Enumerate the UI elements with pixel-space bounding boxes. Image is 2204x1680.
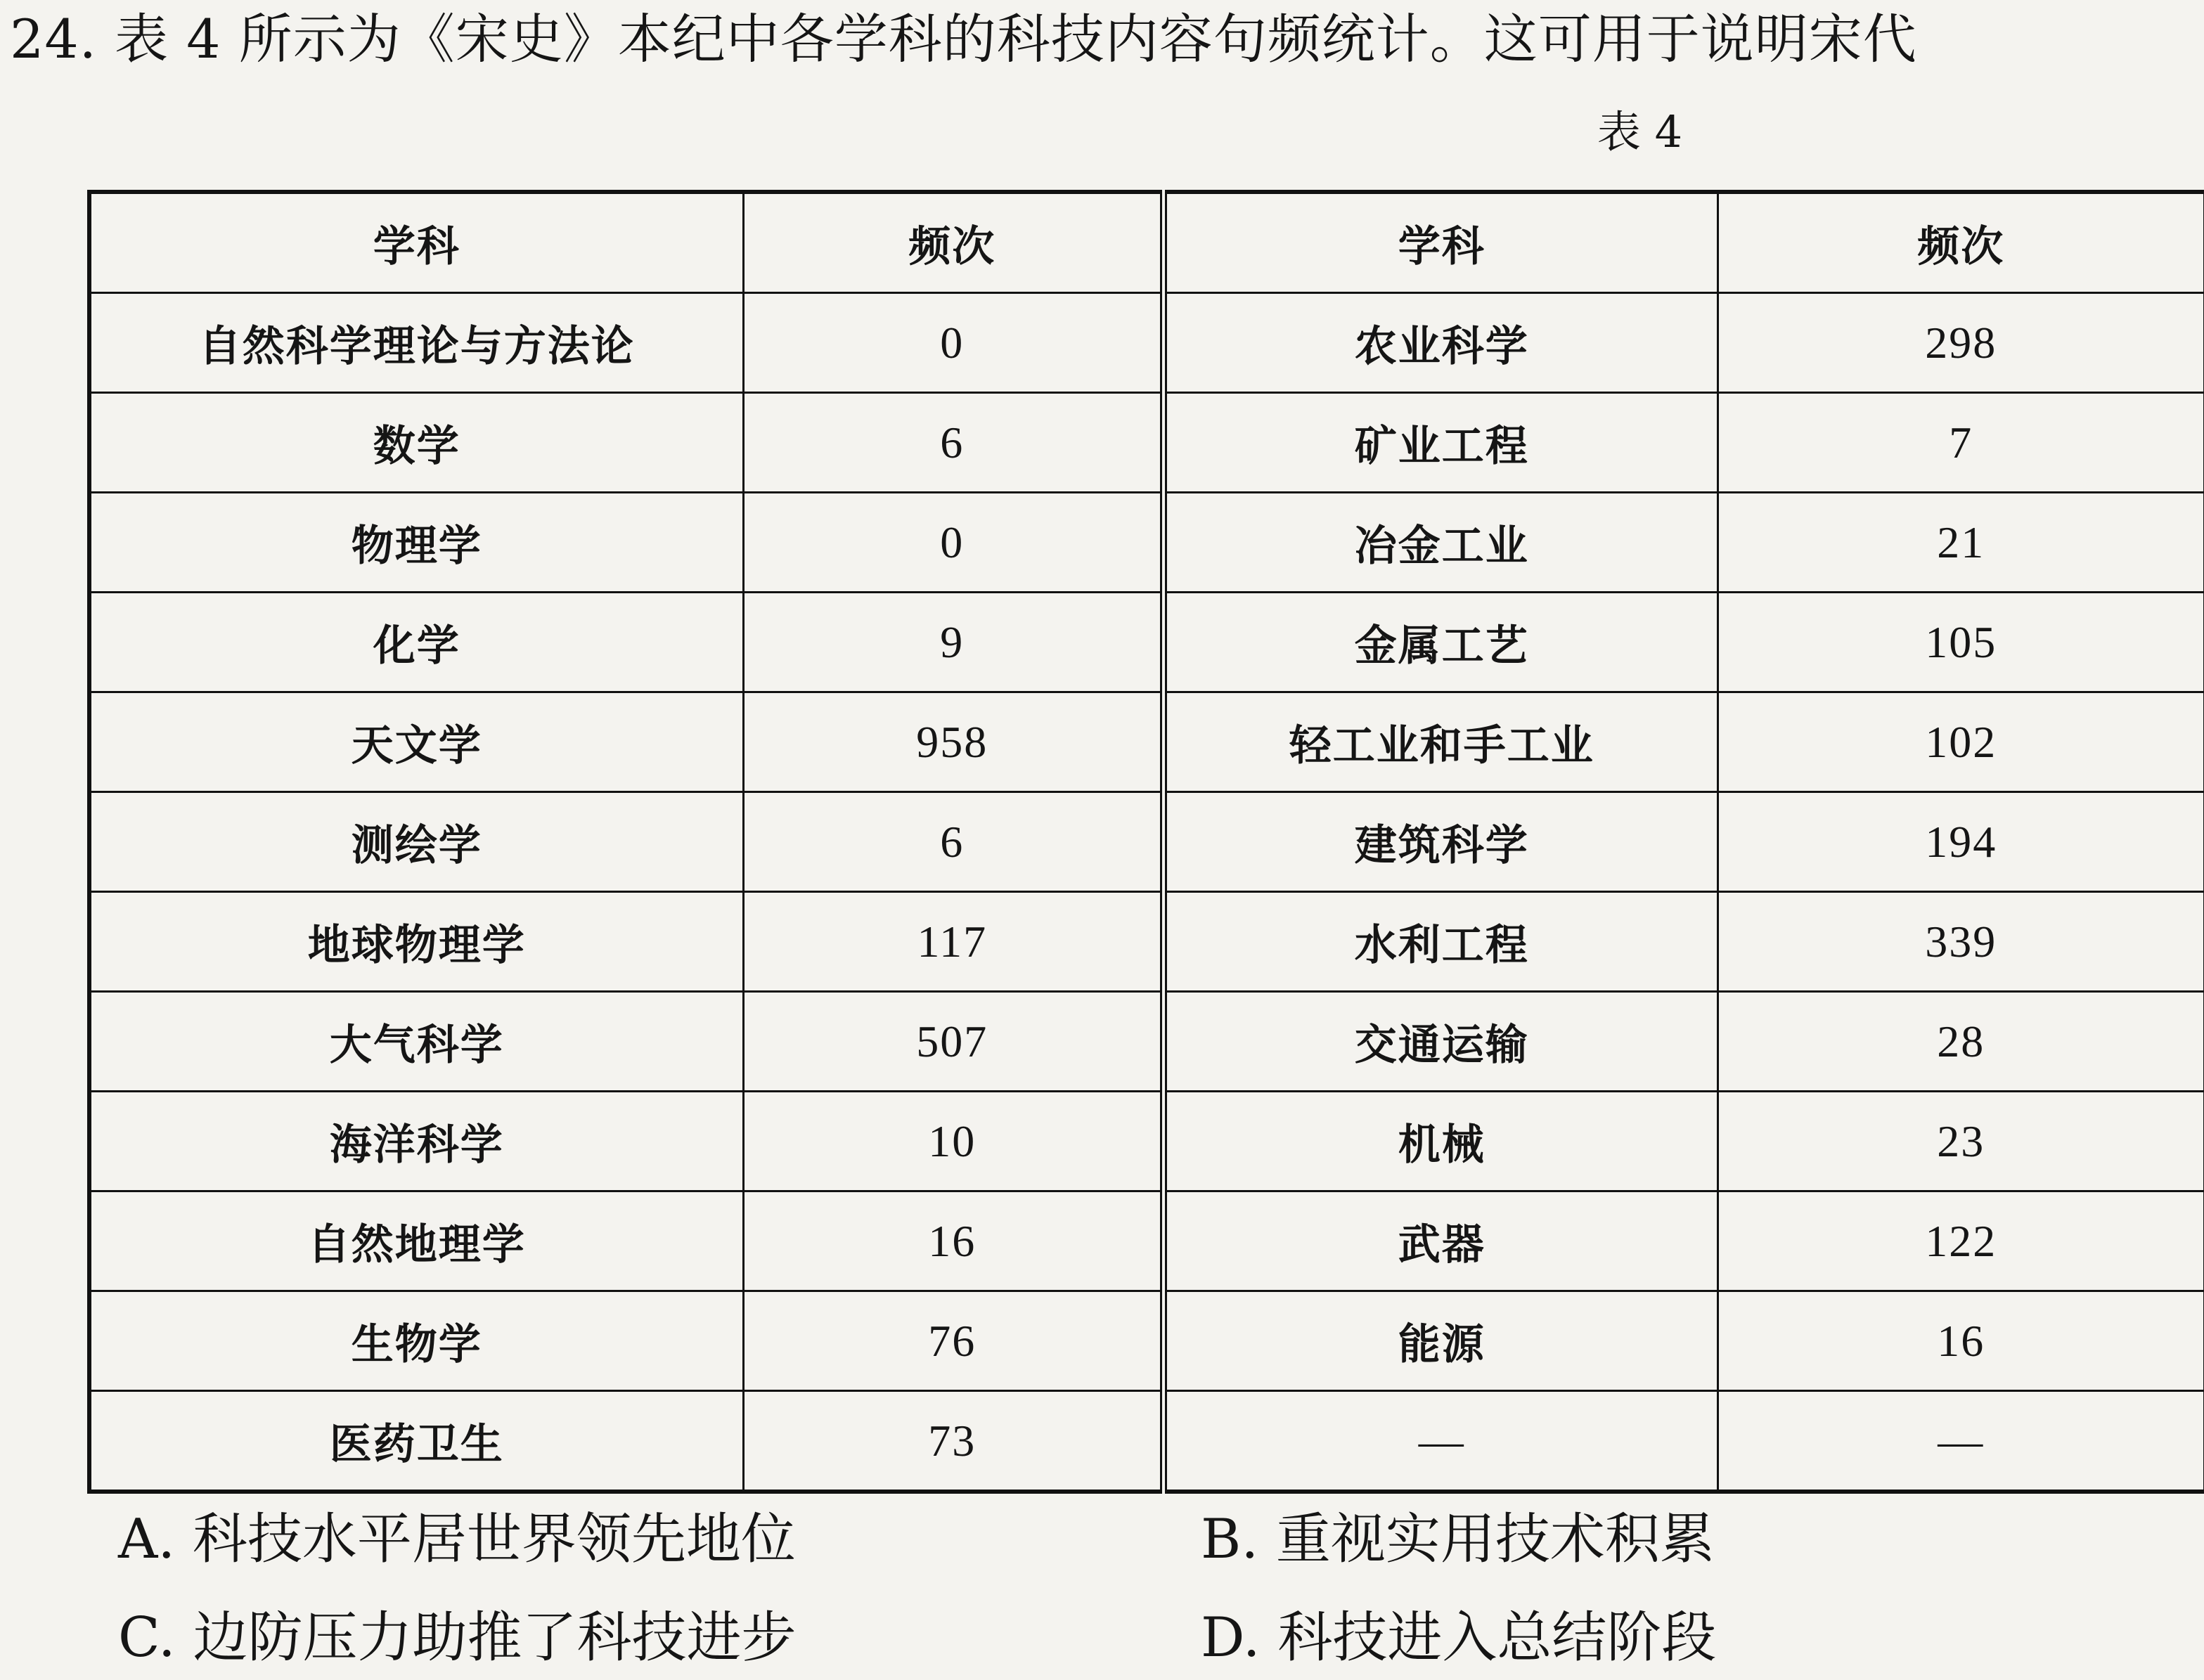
cell-frequency-right: 16 <box>1718 1291 2204 1391</box>
cell-subject-left: 数学 <box>89 393 743 493</box>
header-subject-right: 学科 <box>1164 192 1718 293</box>
table-row <box>89 293 2204 393</box>
frequency-table-container <box>87 190 2203 1471</box>
cell-subject-right: 武器 <box>1164 1191 1718 1291</box>
cell-frequency-left: 16 <box>743 1191 1164 1291</box>
cell-subject-left: 天文学 <box>89 692 743 792</box>
cell-frequency-left: 10 <box>743 1092 1164 1191</box>
header-frequency-right: 频次 <box>1718 192 2204 293</box>
cell-frequency-right: 122 <box>1718 1191 2204 1291</box>
table-row <box>89 593 2204 692</box>
table-row <box>89 792 2204 892</box>
cell-subject-right: 交通运输 <box>1164 992 1718 1092</box>
cell-frequency-left: 507 <box>743 992 1164 1092</box>
cell-frequency-right: 339 <box>1718 892 2204 992</box>
cell-subject-right: 建筑科学 <box>1164 792 1718 892</box>
table-row <box>89 892 2204 992</box>
table-row <box>89 692 2204 792</box>
cell-frequency-right: 21 <box>1718 493 2204 593</box>
cell-frequency-right: 28 <box>1718 992 2204 1092</box>
cell-frequency-right: 194 <box>1718 792 2204 892</box>
table-row <box>89 393 2204 493</box>
cell-subject-left: 生物学 <box>89 1291 743 1391</box>
cell-frequency-left: 958 <box>743 692 1164 792</box>
cell-subject-right: — <box>1164 1391 1718 1492</box>
cell-frequency-left: 0 <box>743 493 1164 593</box>
cell-frequency-left: 6 <box>743 393 1164 493</box>
table-row <box>89 992 2204 1092</box>
cell-frequency-right: 23 <box>1718 1092 2204 1191</box>
cell-subject-left: 化学 <box>89 593 743 692</box>
cell-frequency-left: 76 <box>743 1291 1164 1391</box>
cell-frequency-right: 105 <box>1718 593 2204 692</box>
option-b[interactable]: B. 重视实用技术积累 <box>1201 1508 1715 1571</box>
table-body <box>89 293 2204 1492</box>
frequency-table <box>87 190 2204 1494</box>
cell-frequency-right: — <box>1718 1391 2204 1492</box>
cell-frequency-left: 117 <box>743 892 1164 992</box>
cell-subject-left: 大气科学 <box>89 992 743 1092</box>
table-row <box>89 1092 2204 1191</box>
cell-subject-left: 自然科学理论与方法论 <box>89 293 743 393</box>
option-d[interactable]: D. 科技进入总结阶段 <box>1201 1606 1717 1669</box>
cell-subject-left: 海洋科学 <box>89 1092 743 1191</box>
cell-frequency-right: 298 <box>1718 293 2204 393</box>
table-row <box>89 1391 2204 1492</box>
cell-subject-left: 物理学 <box>89 493 743 593</box>
cell-subject-right: 能源 <box>1164 1291 1718 1391</box>
table-row <box>89 1291 2204 1391</box>
cell-subject-left: 地球物理学 <box>89 892 743 992</box>
table-header-row <box>89 192 2204 293</box>
table-row <box>89 1191 2204 1291</box>
cell-frequency-left: 9 <box>743 593 1164 692</box>
cell-frequency-left: 0 <box>743 293 1164 393</box>
table-caption <box>0 104 2204 160</box>
option-a[interactable]: A. 科技水平居世界领先地位 <box>118 1508 796 1571</box>
cell-frequency-left: 73 <box>743 1391 1164 1492</box>
table-row <box>89 493 2204 593</box>
cell-subject-right: 水利工程 <box>1164 892 1718 992</box>
header-frequency-left: 频次 <box>743 192 1164 293</box>
table-caption-text: 表 4 <box>1597 106 1683 157</box>
cell-subject-right: 农业科学 <box>1164 293 1718 393</box>
cell-subject-left: 自然地理学 <box>89 1191 743 1291</box>
cell-subject-left: 医药卫生 <box>89 1391 743 1492</box>
cell-subject-right: 轻工业和手工业 <box>1164 692 1718 792</box>
cell-frequency-right: 102 <box>1718 692 2204 792</box>
cell-frequency-right: 7 <box>1718 393 2204 493</box>
cell-subject-right: 机械 <box>1164 1092 1718 1191</box>
cell-subject-right: 矿业工程 <box>1164 393 1718 493</box>
option-c[interactable]: C. 边防压力助推了科技进步 <box>118 1606 797 1669</box>
cell-subject-right: 冶金工业 <box>1164 493 1718 593</box>
cell-frequency-left: 6 <box>743 792 1164 892</box>
cell-subject-right: 金属工艺 <box>1164 593 1718 692</box>
cell-subject-left: 测绘学 <box>89 792 743 892</box>
header-subject-left: 学科 <box>89 192 743 293</box>
question-stem: 24. 表 4 所示为《宋史》本纪中各学科的科技内容句频统计。这可用于说明宋代 <box>10 8 1917 70</box>
